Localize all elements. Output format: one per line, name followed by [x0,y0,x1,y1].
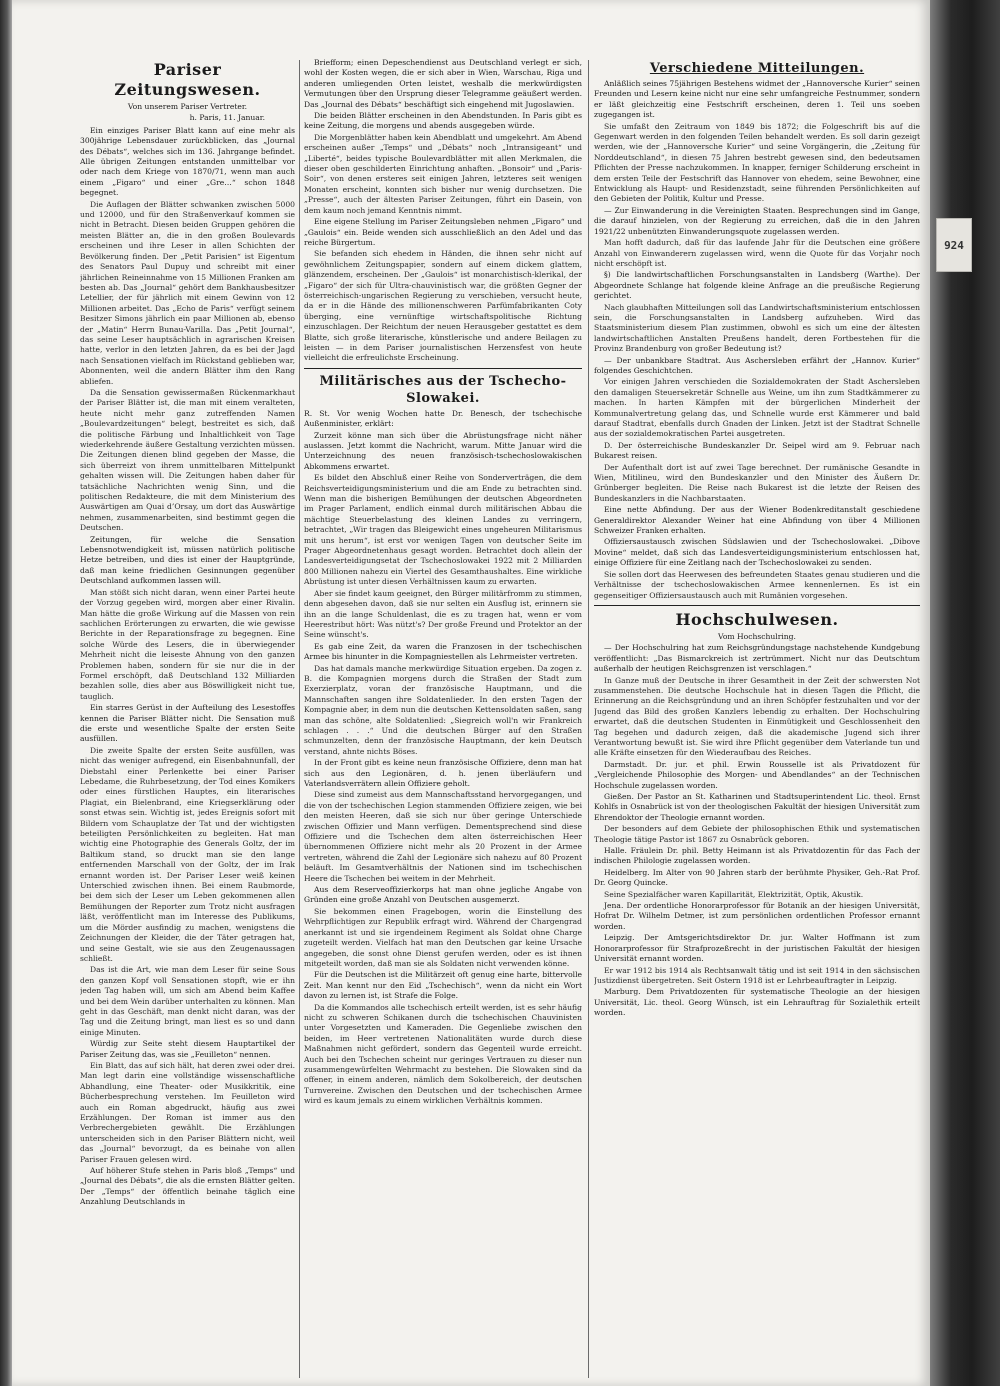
paragraph-continued: Die Auflagen der Blätter schwanken zwischen 5000 und 12000, und für den Straßenverkauf kommen sie nicht in Betracht. Diesen beiden Gruppen gehören die meisten Blätter an, die in den großen Boulevards erscheinen und ihre Leser in allen Schichten der Bevölkerung finden. Der „Petit Parisien“ ist Eigentum des Senators Paul Dupuy und schreibt mit einer jährlichen Reineinnahme von 15 Millionen Franken am besten ab. Das „Journal“ gehört dem Bankhausbesitzer Letellier, der für jährlich mit einem Gewinn von 12 Millionen arbeitet. Das „Echo de Paris“ verfügt seinem Besitzer Simons jährlich ein paar Millionen ab, ebenso der „Matin“ Herrn Bunau-Varilla. Das „Petit Journal“, das seine Leser hauptsächlich in agrarischen Kreisen hatte, verlor in den letzten Jahren, da es bei der Jagd nach Sensationen vielfach im Rückstand geblieben war, Abonnenten, weil die andern Blätter ihm den Rang abliefen. [80,199,295,386]
paragraph: Anläßlich seines 75jährigen Bestehens widmet der „Hannoversche Kurier“ seinen Freunden und Lesern keine nicht nur eine sehr umfangreiche Festnummer, sondern er läßt gleichzeitig eine Festschrift erscheinen, deren 1. Teil uns soeben zugegangen ist. [594,79,920,120]
paragraph: Halle. Fräulein Dr. phil. Betty Heimann ist als Privatdozentin für das Fach der indischen Philologie zugelassen worden. [594,846,920,866]
column-rule [588,60,589,1378]
section-divider [594,605,920,606]
headline-verschiedene-mitteilungen: Verschiedene Mitteilungen. [649,61,865,76]
paragraph: Darmstadt. Dr. jur. et phil. Erwin Rousselle ist als Privatdozent für „Vergleichende Philosophie des Morgen- und Abendlandes“ an der Technischen Hochschule zugelassen worden. [594,759,920,790]
paragraph: Jena. Der ordentliche Honorarprofessor für Botanik an der hiesigen Universität, Hofrat Dr. Wilhelm Detmer, ist zum persönlichen ordentlichen Professor ernannt worden. [594,901,920,931]
paragraph: Ein starres Gerüst in der Aufteilung des Lesestoffes kennen die Pariser Blätter nicht. Die Sensation muß die erste und wesentliche Spalte der ersten Seite ausfüllen. [80,703,295,744]
paragraph: Zurzeit könne man sich über die Abrüstungsfrage nicht näher auslassen. Jetzt kommt die Nachricht, warum. Mitte Januar wird die Unterzeichnung des neuen französisch-tschechoslowakischen Abkommens erwartet. [304,430,582,471]
paragraph-filler: Sie bekommen einen Fragebogen, worin die Einstellung des Wehrpflichtigen zur Republik erfragt wird. Während der Chargengrad anerkannt ist und sie irgendeinem Regiment als Soldat ohne Charge zugeteilt werden. Vielfach hat man den Deutschen gar keine Ursache angegeben, die sonst ohne Dienst gerufen werden, oder es ist ihnen mitgeteilt worden, daß man sie als Soldaten nicht verwenden könne. [304,906,582,968]
paragraph-filler: Das hat damals manche merkwürdige Situation ergeben. Da zogen z. B. die Kompagnien morgens durch die Straßen der Stadt zum Exerzierplatz, voran der französische Hauptmann, und die Mannschaften sangen ihre Soldatenlieder. In den ersten Tagen der Kompagnie aber, in dem nun die deutschen Kettensoldaten saßen, sang man das schöne, alte Soldatenlied: „Siegreich woll'n wir Frankreich schlagen . . .“ Und die deutschen Bürger auf den Straßen schmunzelten, denn der französische Hauptmann, der kein Deutsch verstand, ahnte nichts Böses. [304,663,582,756]
book-binding [930,0,1000,1386]
column-2 [304,58,582,1378]
paragraph: D. Der österreichische Bundeskanzler Dr. Seipel wird am 9. Februar nach Bukarest reisen. [594,440,920,461]
paragraph-filler: Seine Spezialfächer waren Kapillarität, Elektrizität, Optik, Akustik. [604,889,864,899]
column-3 [594,58,920,1378]
paragraph: — Der unbankbare Stadtrat. Aus Aschersleben erfährt der „Hannov. Kurier“ folgendes Geschichtchen. [594,355,920,375]
paragraph-filler: Sie befanden sich ehedem in Händen, die ihnen sehr nicht auf gewöhnlichem Zeitungspapier, sondern auf einem dickem glattem, glänzendem, erscheinen. Der „Gaulois“ ist monarchistisch-klerikal, der „Figaro“ der sich für Ultra-chauvinistisch war, die größten Gegner der österreichisch-ungarischen Regierung zu verschieben, versucht heute, da er in die Hände des millionenschweren Parfümfabrikanten Coty überging, eine vernünftige wirtschaftspolitische Richtung einzuschlagen. Der Reichtum der neuen Herausgeber gestattet es dem Blatte, sich große literarische, künstlerische und andere Beilagen zu leisten — in dem Pariser journalistischen Herzensfest von heute vielleicht die erfreulichste Erscheinung. [304,249,582,363]
paragraph: Zeitungen, für welche die Sensation Lebensnotwendigkeit ist, müssen natürlich politische Hetze betreiben, und dies ist einer der Hauptgründe, daß man keine friedlichen Gesinnungen gegenüber Deutschland aufkommen lassen will. [80,534,295,586]
paragraph-filler: Nach glaubhaften Mitteilungen soll das Landwirtschaftsministerium entschlossen sein, die Forschungsanstalten in Landsberg aufzuheben. Wird das Staatsministerium diesem Plan zustimmen, obwohl es sich um eine der ältesten landwirtschaftlichen Anstalten Preußens handelt, deren Fortbestehen für die Provinz Brandenburg von großer Bedeutung ist? [594,302,920,354]
paragraph: — Zur Einwanderung in die Vereinigten Staaten. Besprechungen sind im Gange, die darauf hinzielen, von der Regierung zu erreichen, daß die in den Jahren 1921/22 unbenützten Einwanderungsquote zugelassen werden. [594,205,920,236]
paragraph-filler: Die zweite Spalte der ersten Seite ausfüllen, was nicht das weniger aufregend, ein Eisenbahnunfall, der Diebstahl einer Perlenkette bei einer Pariser Lebedame, die Ruhrbesetzung, der Tod eines Komikers oder eines fürstlichen Hauptes, ein literarisches Plagiat, ein Bielenbrand, eine Kriegserklärung oder sonst etwas sein. Wichtig ist, jedes Ereignis sofort mit Bildern vom Schauplatze der Tat und der wichtigsten beteiligten Persönlichkeiten zu begleiten. Hat man wichtig eine Photographie des Generals Goltz, der im Baltikum stand, so druckt man sie den lange entfernenden Marschall von der Goltz, der im Irak ernannt worden ist. Der Pariser Leser weiß keinen Unterschied zwischen ihnen. Bei einem Raubmorde, bei dem sich der Leser um Leben gekommenen allen Bemühungen der Reporter zum Trotz nicht ausfragen läßt, veröffentlicht man im Interesse des Publikums, um die Mörder ausfindig zu machen, wenigstens die Zeichnungen der Kleider, die der Täter getragen hat, und seine Gestalt, wie sie aus den Zeugenaussagen schließt. [80,745,295,963]
paragraph: Offiziersaustausch zwischen Südslawien und der Tschechoslowakei. „Dibove Movine“ meldet, daß sich das Landesverteidigungsministerium entschlossen hat, einige Offiziere für eine Zeitlang nach der Tschechoslowakei zu senden. [594,537,920,568]
paragraph-filler: Der Aufenthalt dort ist auf zwei Tage berechnet. Der rumänische Gesandte in Wien, Mitilineu, wird den Bundeskanzler und den Minister des Äußern Dr. Grünberger begleiten. Die Reise nach Bukarest ist die letzte der Reisen des Bundeskanzlers in die Nachbarstaaten. [594,462,920,503]
paragraph-filler: Die Morgenblätter haben kein Abendblatt und umgekehrt. Am Abend erscheinen außer „Temps“ und „Débats“ noch „Intransigeant“ und „Liberté“, beides typische Boulevardblätter mit allen Merkmalen, die dieser oben geschilderten Einrichtung anhaften. „Bonsoir“ und „Paris-Soir“, von denen ersteres seit einigen Jahren, letzteres seit wenigen Monaten erscheint, konnten sich bisher nur wenig durchsetzen. Die „Presse“, auch der ältesten Pariser Zeitungen, führt ein Dasein, von dem kaum noch jemand Kenntnis nimmt. [304,132,582,215]
paragraph-filler: Er war 1912 bis 1914 als Rechtsanwalt tätig und ist seit 1914 in den sächsischen Justizdienst übergetreten. Seit Ostern 1918 ist er Lehrbeauftragter in Leipzig. [594,965,920,985]
paragraph-filler: Da die Kommandos alle tschechisch erteilt werden, ist es sehr häufig nicht zu schweren Schikanen durch die tschechischen Chauvinisten unter Vorgesetzten und Kameraden. Die Gegenliebe zwischen den beiden, im Heer vertretenen Nationalitäten wurde durch diese Maßnahmen nicht gefördert, sondern das Gegenteil wurde erreicht. Auch bei den Tschechen scheint nur geringes Vertrauen zu dieser nun zusammengewürfelten Wehrmacht zu bestehen. Die Slowaken sind da offener, in einem anderen, nämlich dem Sokolbereich, der deutschen Turnvereine. Zwischen den Deutschen und der tschechischen Armee wird es kaum jemals zu einem wirklichen Verhältnis kommen. [304,1002,582,1106]
paragraph: Eine nette Abfindung. Der aus der Wiener Bodenkreditanstalt geschiedene Generaldirektor Alexander Weiner hat eine Abfindung von über 4 Millionen Schweizer Franken erhalten. [594,505,920,536]
paragraph-filler: Sie umfaßt den Zeitraum von 1849 bis 1872; die Folgeschrift bis auf die Gegenwart werden in den folgenden Teilen behandelt werden. Es soll darin gezeigt werden, wie der „Hannoversche Kurier“ und seine Vorgängerin, die „Zeitung für Norddeutschland“, in diesen 75 Jahren bestrebt gewesen sind, den bedeutsamen Pflichten der Presse nachzukommen. In knapper, ferniger Schilderung erscheint in dem ersten Teile der Festschrift das Hannover von ehedem, seine Bewohner, eine Entwicklung als Haupt- und Residenzstadt, seine führenden Persönlichkeiten auf den Gebieten der Politik, Kultur und Presse. [594,121,920,204]
paragraph-filler: Man hofft dadurch, daß für das laufende Jahr für die Deutschen eine größere Anzahl von Einwanderern zugelassen wird, wenn die Quote für das Vorjahr noch nicht erschöpft ist. [594,238,920,268]
paragraph: Leipzig. Der Amtsgerichtsdirektor Dr. jur. Walter Hoffmann ist zum Honorarprofessor für Strafprozeßrecht in der juristischen Fakultät der hiesigen Universität ernannt worden. [594,933,920,964]
column-rule [299,60,300,1378]
paragraph: Marburg. Dem Privatdozenten für systematische Theologie an der hiesigen Universität, Lic. theol. Georg Wünsch, ist ein Lehrauftrag für Sozialethik erteilt worden. [594,987,920,1018]
binding-label: 924 [936,218,972,272]
paragraph: Briefform; einen Depeschendienst aus Deutschland verlegt er sich, wohl der Kosten wegen, die er sich aber in Wien, Warschau, Riga und anderen umliegenden Orten leistet, weshalb die merkwürdigsten Vermutungen über den Ursprung dieser Telegramme geäußert werden. Das „Journal des Débats“ beschäftigt sich eingehend mit Jugoslawien. [304,58,582,109]
paragraph-filler: Sie sollen dort das Heerwesen des befreundeten Staates genau studieren und die Verhältnisse der tschechoslowakischen Armee kennenlernen. Es ist ein gegenseitiger Offiziersaustausch auch mit Rumänien vorgesehen. [594,569,920,600]
section-divider [304,368,582,369]
paragraph-filler: Man stößt sich nicht daran, wenn einer Partei heute der Vorzug gegeben wird, morgen aber einer Rivalin. Man hätte die große Wirkung auf die Massen von rein sachlichen Erörterungen zu erwarten, die wie gewisse Berichte in der Reparationsfrage zu begegnen. Eine solche Würde des Lesers, die in überwiegender Mehrheit nicht die leiseste Ahnung von den ganzen Problemen haben, sondern für sie nur die in der Formel erschöpft, daß Deutschland 132 Milliarden bezahlen solle, dies aber aus Böswilligkeit nicht tue, tauglich. [80,587,295,701]
paragraph: Aus dem Reserveoffizierkorps hat man ohne jegliche Angabe von Gründen eine große Anzahl von Deutschen ausgemerzt. [304,885,582,905]
paragraph: Auf höherer Stufe stehen in Paris bloß „Temps“ und „Journal des Débats“, die als die ernsten Blätter gelten. Der „Temps“ der öffentlich beinahe täglich eine Anzahlung Deutschlands in [80,1166,295,1207]
paragraph-filler: Der besonders auf dem Gebiete der philosophischen Ethik und systematischen Theologie tätige Pastor ist 1867 zu Osnabrück geboren. [594,824,920,844]
paragraph: §) Die landwirtschaftlichen Forschungsanstalten in Landsberg (Warthe). Der Abgeordnete Schlange hat folgende kleine Anfrage an die preußische Regierung gerichtet. [594,270,920,301]
subline-hochschulring: Vom Hochschulring. [718,631,796,641]
paragraph: Die beiden Blätter erscheinen in den Abendstunden. In Paris gibt es keine Zeitung, die morgens und abends ausgegeben würde. [304,111,582,131]
paragraph: Heidelberg. Im Alter von 90 Jahren starb der berühmte Physiker, Geh.-Rat Prof. Dr. Georg Quincke. [594,867,920,888]
paragraph-filler: In Ganze muß der Deutsche in ihrer Gesamtheit in der Zeit der schwersten Not zusammenstehen. Die deutsche Hochschule hat in diesen Tagen die Pflicht, die Erinnerung an die Reichsgründung und an ihren Schöpfer festzuhalten und vor der Jugend das Bild des großen Kanzlers lebendig zu erhalten. Der Hochschulring erwartet, daß die deutschen Studenten in Einmütigkeit und Geschlossenheit den Tag begehen und dadurch zeigen, daß die akademische Jugend sich ihrer Verantwortung bewußt ist. Sie wird ihre Pflicht gegenüber dem Vaterlande tun und alle Kräfte einsetzen für den Wiederaufbau des Reiches. [594,675,920,758]
paragraph-filler: Ein Blatt, das auf sich hält, hat deren zwei oder drei. Man legt darin eine vollständige wissenschaftliche Abhandlung, eine Theater- oder Musikkritik, eine Bücherbesprechung verstehen. Im Feuilleton wird auch ein Roman abgedruckt, häufig aus zwei Erzählungen. Der Roman ist immer aus den Verbrechergebieten gewählt. Die Erzählungen unterscheiden sich in den Pariser Blättern nicht, weil das „Journal“ bevorzugt, da es beinahe von allen Pariser Frauen gelesen wird. [80,1060,295,1164]
paragraph-filler: Vor einigen Jahren verschieden die Sozialdemokraten der Stadt Aschersleben den damaligen Steuersekretär Schnelle aus Weine, um ihn zum Stadtkämmerer zu machen. In harten Kämpfen mit der bürgerlichen Minderheit der Kommunalvertretung gelang das, und Schnelle wurde erst Kämmerer und bald darauf Stadtrat, ebenfalls durch Gnaden der Linken. Jetzt ist der Stadtrat Schnelle aus der sozialdemokratischen Partei ausgetreten. [594,377,920,439]
paragraph-filler: Es bildet den Abschluß einer Reihe von Sonderverträgen, die dem Reichsverteidigungsministerium und die am Ende zu betrachten sind. Wenn man die bisherigen Bemühungen der deutschen Abgeordneten im Prager Parlament, endlich einmal durch militärischen Abbau die mächtige Steuerbelastung des kleinen Landes zu verringern, betrachtet, „Wir tragen das Bleigewicht eines ungeheuren Militarismus mit uns herum“, ist erst vor wenigen Tagen von deutscher Seite im Prager Abgeordnetenhaus gesagt worden. Betrachtet doch allein der Landesverteidigungsetat der Tschechoslowakei 1922 mit 2 Milliarden 800 Millionen nahezu ein Viertel des Gesamthaushaltes. Eine wirkliche Abrüstung ist unter diesen Verhältnissen kaum zu erwarten. [304,473,582,587]
paragraph-filler: Da die Sensation gewissermaßen Rückenmarkhaut der Pariser Blätter ist, die man mit einem veralteten, heute nicht mehr ganz zutreffenden Namen „Boulevardzeitungen“ belegt, bestreitet es sich, daß die politische Färbung und Inhaltlichkeit von Tage wiederkehrende äußere Gestaltung verzichten müssen. Die Zeitungen dienen blind gegeben der Masse, die sich überreizt von ihrem unmittelbaren Mittelpunkt gehalten wissen will. Die Zeitungen haben daher für tatsächliche Nachrichten wenig Sinn, und die politischen Redakteure, die mit dem Ministerium des Auswärtigen am Quai d’Orsay, um dort das Auswärtige nehmen, zusammenarbeiten, sind bestimmt gegen die Deutschen. [80,387,295,533]
column-1 [80,58,295,1378]
paragraph-filler: Das ist die Art, wie man dem Leser für seine Sous den ganzen Kopf voll Sensationen stopft, wie er ihn jeden Tag haben will, um sich am Abend beim Kaffee und bei dem Wein darüber unterhalten zu können. Man geht in das Geschäft, man denkt nicht daran, was der Tag und die Zeitung bringt, man liest es so und dann einige Minuten. [80,965,295,1037]
author-subline: Von unserem Pariser Vertreter. [127,102,248,111]
paragraph: — Der Hochschulring hat zum Reichsgründungstage nachstehende Kundgebung veröffentlicht: „Das Bismarckreich ist zertrümmert. Nicht nur das Deutschtum außerhalb der heutigen Reichsgrenzen ist verschlagen.“ [594,643,920,674]
headline-hochschulwesen: Hochschulwesen. [675,609,839,629]
paragraph: In der Front gibt es keine neun französische Offiziere, denn man hat sich aus den Legionären, d. h. jenen überläufern und Vaterlandsverrätern allein Offiziere geholt. [304,758,582,788]
headline-militaerisches: Militärisches aus der Tschecho-Slowakei. [319,373,567,406]
headline-pariser-zeitungswesen: Pariser Zeitungswesen. [114,60,261,99]
adjacent-page-edge [0,0,12,1386]
paragraph-filler: Aber sie findet kaum geeignet, den Bürger militärfromm zu stimmen, denn abgesehen davon, daß sie nur selten ein Ausflug ist, erinnern sie ihn an die lange Schuldenlast, die es zu tragen hat, wenn er vom Heerestribut hört: Was nützt's? Der große Freund und Protektor an der Seine wünscht's. [304,588,582,640]
paragraph: Für die Deutschen ist die Militärzeit oft genug eine harte, bittervolle Zeit. Man kennt nur den Eid „Tschechisch“, wenn da nicht ein Wort davon zu lernen ist, ist Strafe die Folge. [304,970,582,1001]
paragraph: Es gab eine Zeit, da waren die Franzosen in der tschechischen Armee bis hinunter in die Kompagniestellen als Lehrmeister vertreten. [304,641,582,662]
paragraph: Gießen. Der Pastor an St. Katharinen und Stadtsuperintendent Lic. theol. Ernst Kohlfs in Osnabrück ist von der theologischen Fakultät der hiesigen Universität zum Ehrendoktor der Theologie ernannt worden. [594,792,920,822]
byline: R. St. Vor wenig Wochen hatte Dr. Benesch, der tschechische Außenminister, erklärt: [304,408,582,429]
paragraph: Ein einziges Pariser Blatt kann auf eine mehr als 300jährige Lebensdauer zurückblicken, das „Journal des Débats“, welches sich im 136. Jahrgange befindet. Alle übrigen Zeitungen entstanden unmittelbar vor oder nach dem Kriege von 1870/71, wenn man auch einem „Figaro“ und einer „Gre…“ schon 1848 begegnet. [80,125,295,198]
dateline: h. Paris, 11. Januar. [189,113,265,123]
paragraph: Würdig zur Seite steht diesem Hauptartikel der Pariser Zeitung das, was sie „Feuilleton“ nennen. [80,1039,295,1059]
paragraph-filler: Diese sind zumeist aus dem Mannschaftsstand hervorgegangen, und die von der tschechischen Legion stammenden Offiziere zeigen, wie bei den meisten Heeren, daß sie sich nur über geringe Unterschiede zwischen Offizier und Mann verfügen. Dementsprechend sind diese Offiziere und die Tschechen dem alten österreichischen Heer übernommenen Offiziere nicht mehr als 20 Prozent in der Armee vertreten, während die Zahl der Legionäre sich nahezu auf 80 Prozent beläuft. Im Gesamtverhältnis der Nationen sind im tschechischen Heere die Tschechen bei weitem in der Mehrheit. [304,790,582,883]
paragraph: Eine eigene Stellung im Pariser Zeitungsleben nehmen „Figaro“ und „Gaulois“ ein. Beide wenden sich ausschließlich an den Adel und das reiche Bürgertum. [304,217,582,247]
